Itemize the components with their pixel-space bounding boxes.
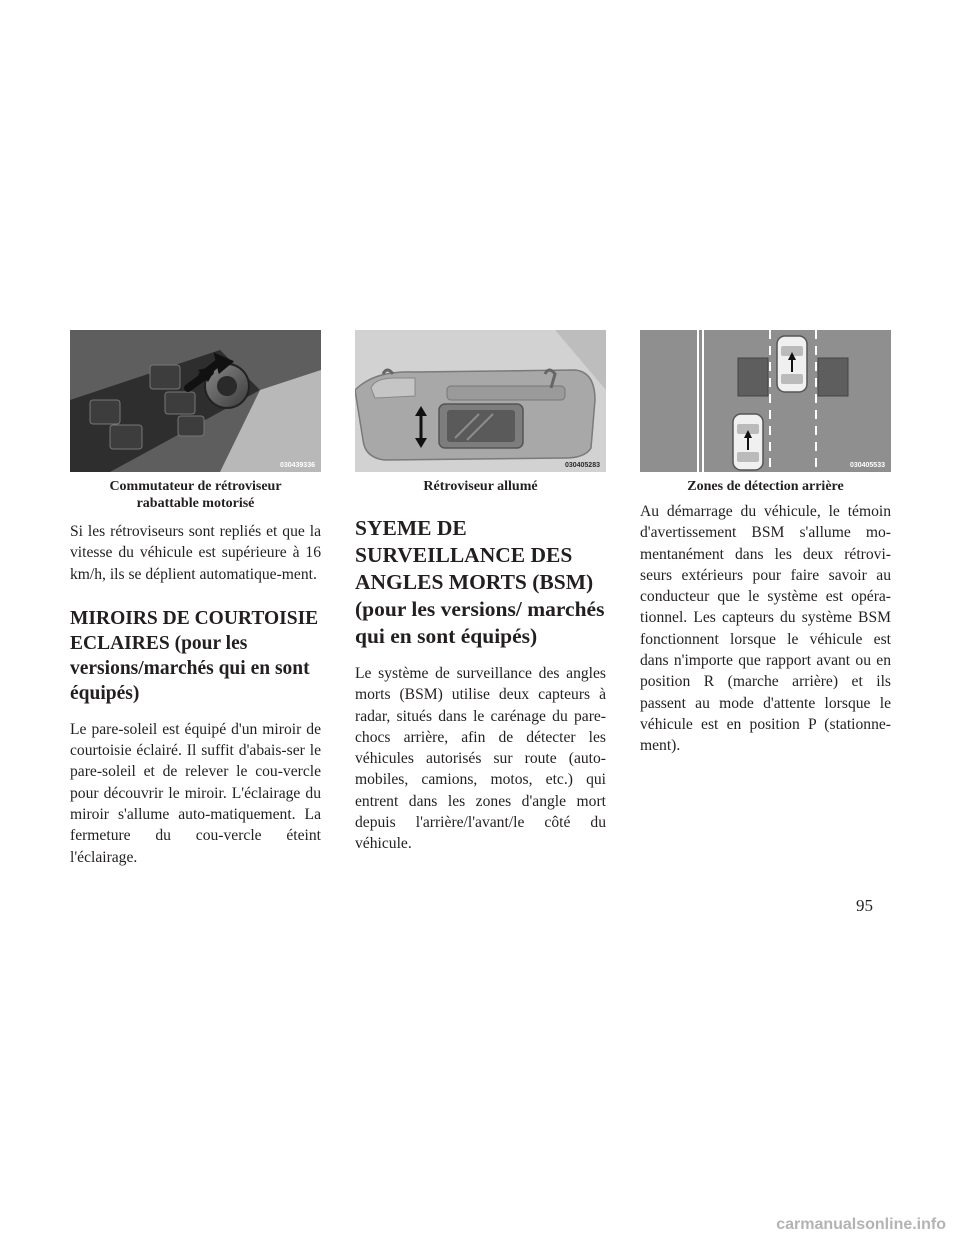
figure-caption [640, 478, 891, 495]
caption-line-1: Commutateur de rétroviseur [109, 479, 282, 494]
caption-line-1: Zones de détection arrière [687, 479, 844, 494]
paragraph-mirror-unfold: Si les rétroviseurs sont repliés et que la vitesse du véhicule est supérieure à 16 km/h, ils se déplient automatique-ment. [70, 523, 321, 583]
column-1 [70, 330, 321, 868]
column-3 [640, 330, 891, 757]
section-heading-bsm: SYEME DE SURVEILLANCE DES ANGLES MORTS (BSM) (pour les versions/ marchés qui en sont équipés) [355, 516, 605, 648]
figure-code: 030405283 [564, 462, 600, 469]
caption-line-1: Rétroviseur allumé [423, 479, 538, 494]
section-heading-courtesy-mirrors: MIROIRS DE COURTOISIE ECLAIRES (pour les versions/marchés qui en sont équipés) [70, 607, 319, 704]
paragraph-bsm-description: Le système de surveillance des angles morts (BSM) utilise deux capteurs à radar, situés dans le carénage du pare-chocs arrière, afin de détecter les véhicules autorisés sur route (auto-mobiles, camions, motos, etc.) qui entrent dans les zones d'angle mort depuis l'arrière/l'avant/le côté du véhicule. [355, 665, 606, 853]
paragraph-courtesy-mirror: Le pare-soleil est équipé d'un miroir de courtoisie éclairé. Il suffit d'abais-ser le pare-soleil et de relever le cou-vercle pour découvrir le miroir. L'éclairage du miroir s'allume auto-matiquement. La fermeture du cou-vercle éteint l'éclairage. [70, 720, 321, 866]
detection-zones-illustration [640, 330, 891, 472]
sun-visor-illustration [355, 330, 606, 472]
caption-line-2: rabattable motorisé [136, 496, 255, 511]
column-2 [355, 330, 606, 855]
figure-code: 030439336 [279, 462, 315, 469]
figure-code: 030405533 [849, 462, 885, 469]
figure-illuminated-mirror [355, 330, 606, 472]
page-number: 95 [856, 896, 873, 915]
figure-caption [355, 478, 606, 495]
figure-mirror-switch [70, 330, 321, 472]
figure-detection-zones [640, 330, 891, 472]
figure-caption [70, 478, 321, 512]
mirror-switch-illustration [70, 330, 321, 472]
watermark: carmanualsonline.info [776, 1216, 946, 1233]
paragraph-bsm-operation: Au démarrage du véhicule, le témoin d'avertissement BSM s'allume mo-mentanément dans les deux rétrovi-seurs extérieurs pour faire savoir au conducteur que le système est opéra-tionnel. Les capteurs du système BSM fonctionnent lorsque le véhicule est dans n'importe que rapport avant ou en position R (marche arrière) et ils passent au mode d'attente lorsque le véhicule est en position P (stationne-ment). [640, 503, 891, 755]
